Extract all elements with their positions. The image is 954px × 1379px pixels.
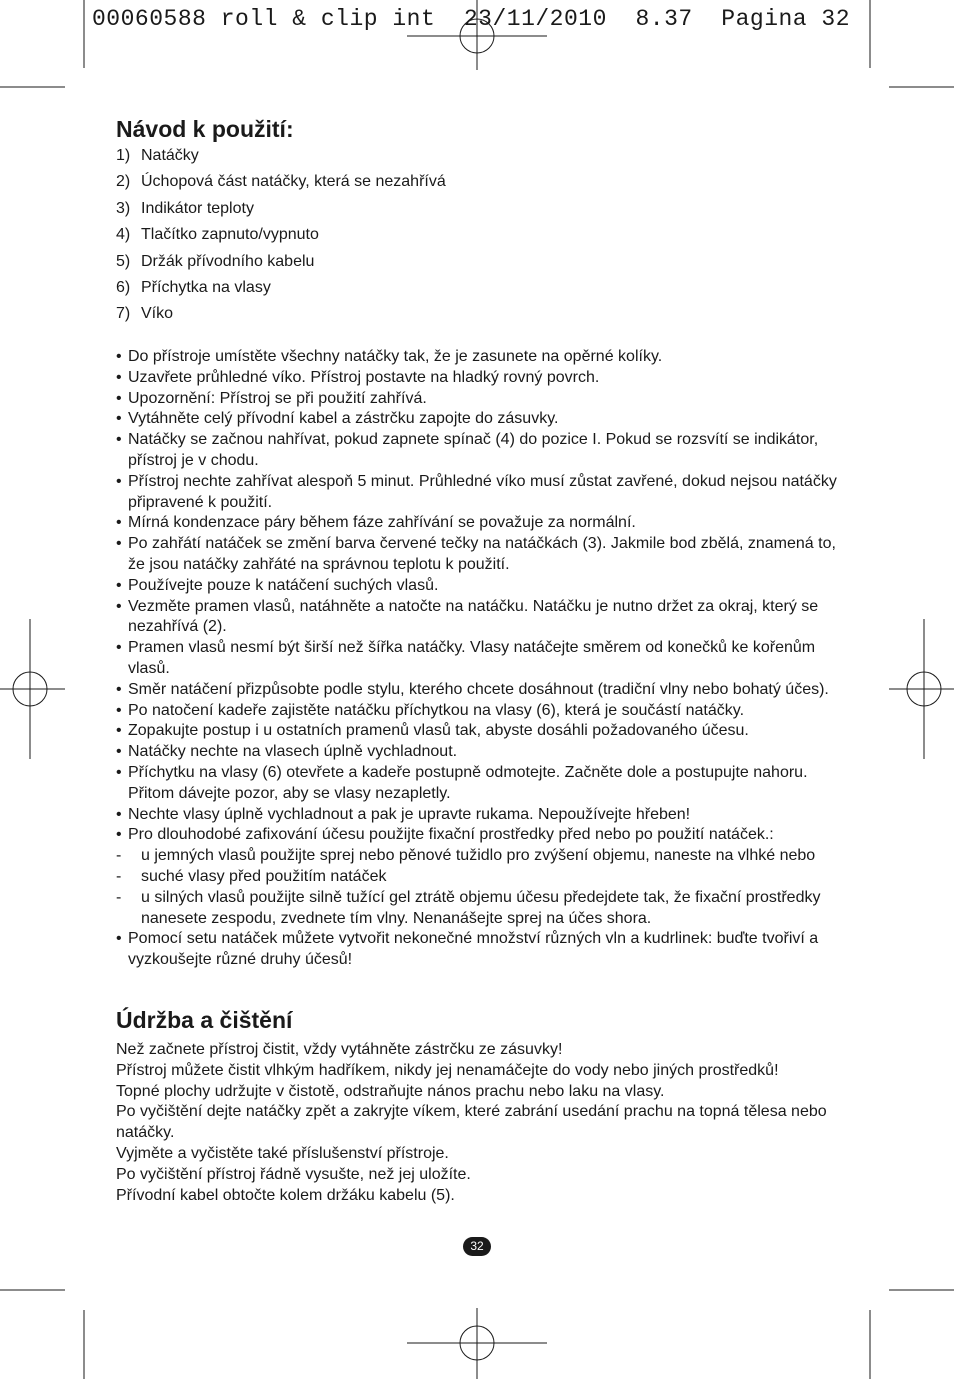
list-item (116, 825, 842, 846)
bullet-marker: • (116, 722, 122, 740)
maintenance-paragraph: Přístroj můžete čistit vlhkým hadříkem, nikdy jej nenamáčejte do vody nebo jiných prostředků! (116, 1061, 779, 1079)
part-label: Víko (141, 305, 174, 323)
dash-marker: - (116, 888, 122, 906)
part-item (116, 171, 446, 197)
list-item (116, 430, 842, 472)
list-item-text: suché vlasy před použitím natáček (141, 867, 387, 885)
bullet-marker: • (116, 597, 122, 615)
part-label: Indikátor teploty (141, 199, 254, 217)
part-item (116, 198, 446, 224)
maintenance-paragraph: Po vyčištění dejte natáčky zpět a zakryjte víkem, které zabrání usedání prachu na topná tělesa nebo natáčky. (116, 1103, 827, 1142)
list-item (116, 534, 842, 576)
maintenance-paragraph: Než začnete přístroj čistit, vždy vytáhněte zástrčku ze zásuvky! (116, 1041, 563, 1058)
maintenance-paragraph: Přívodní kabel obtočte kolem držáku kabelu (5). (116, 1186, 455, 1204)
list-item-text: Zopakujte postup i u ostatních pramenů vlasů tak, abyste dosáhli požadovaného účesu. (128, 722, 749, 740)
part-item (116, 145, 446, 171)
maintenance-paragraph: Vyjměte a vyčistěte také příslušenství přístroje. (116, 1144, 449, 1162)
part-item (116, 224, 446, 250)
list-item-text: Natáčky se začnou nahřívat, pokud zapnete spínač (4) do pozice I. Pokud se rozsvítí se indikátor, přístroj je v chodu. (128, 431, 819, 469)
list-item-text: Nechte vlasy úplně vychladnout a pak je upravte rukama. Nepoužívejte hřeben! (128, 805, 691, 823)
bullet-marker: • (116, 763, 122, 781)
list-item-text: Používejte pouze k natáčení suchých vlasů. (128, 576, 439, 594)
dash-marker: - (116, 867, 122, 885)
part-number: 1) (116, 147, 131, 164)
bullet-marker: • (116, 743, 122, 761)
part-number: 3) (116, 199, 131, 217)
list-item (116, 368, 842, 389)
bullet-marker: • (116, 472, 122, 490)
parts-list (116, 145, 446, 330)
maintenance-title: Údržba a čištění (116, 1007, 293, 1033)
list-item (116, 409, 842, 430)
bullet-marker: • (116, 639, 122, 657)
instructions-title: Návod k použití: (116, 116, 294, 142)
list-item (116, 513, 842, 534)
part-label: Natáčky (141, 147, 199, 164)
list-item (116, 472, 842, 514)
list-item-text: Po zahřátí natáček se změní barva červené tečky na natáčkách (3). Jakmile bod zbělá, znamená to, že jsou natáčky zahřáté na správnou teplotu k použití. (128, 535, 836, 573)
list-item (116, 742, 842, 763)
part-label: Držák přívodního kabelu (141, 252, 315, 270)
dash-marker: - (116, 847, 122, 865)
part-number: 5) (116, 252, 131, 270)
list-item (116, 888, 842, 930)
part-item (116, 251, 446, 277)
print-slug-header: 00060588 roll & clip int 23/11/2010 8.37 Pagina 32 (92, 6, 851, 32)
part-number: 6) (116, 278, 131, 296)
list-item (116, 763, 842, 805)
list-item-text: Pro dlouhodobé zafixování účesu použijte fixační prostředky před nebo po použití natáček.: (128, 826, 774, 844)
bullet-marker: • (116, 410, 122, 428)
list-item-text: Přístroj nechte zahřívat alespoň 5 minut. Průhledné víko musí zůstat zavřené, dokud nejsou natáčky připravené k použití. (128, 472, 837, 511)
maintenance-text (116, 1040, 842, 1206)
part-number: 4) (116, 226, 131, 244)
list-item (116, 721, 842, 742)
part-label: Příchytka na vlasy (141, 278, 271, 296)
list-item-text: Upozornění: Přístroj se při použití zahřívá. (128, 389, 427, 407)
list-item (116, 638, 842, 680)
part-label: Úchopová část natáčky, která se nezahřívá (141, 173, 446, 191)
part-label: Tlačítko zapnuto/vypnuto (141, 226, 319, 244)
bullet-marker: • (116, 805, 122, 823)
list-item (116, 805, 842, 826)
list-item (116, 597, 842, 639)
bullet-marker: • (116, 368, 122, 386)
page-number-badge: 32 (463, 1237, 491, 1256)
list-item-text: Uzavřete průhledné víko. Přístroj postavte na hladký rovný povrch. (128, 368, 600, 386)
list-item-text: Pramen vlasů nesmí být širší než šířka natáčky. Vlasy natáčejte směrem od konečků ke kořenům vlasů. (128, 639, 816, 677)
list-item (116, 680, 842, 701)
bullet-marker: • (116, 701, 122, 719)
list-item (116, 576, 842, 597)
list-item (116, 701, 842, 722)
list-item (116, 929, 842, 971)
bullet-marker: • (116, 431, 122, 449)
part-item (116, 277, 446, 303)
part-number: 2) (116, 173, 131, 191)
part-item (116, 303, 446, 329)
list-item (116, 389, 842, 410)
list-item-text: Vezměte pramen vlasů, natáhněte a natočte na natáčku. Natáčku je nutno držet za okraj, který se nezahřívá (2). (128, 597, 819, 636)
list-item-text: Mírná kondenzace páry během fáze zahřívání se považuje za normální. (128, 514, 636, 532)
maintenance-paragraph: Po vyčištění přístroj řádně vysušte, než jej uložíte. (116, 1165, 471, 1183)
list-item-text: u silných vlasů použijte silně tužící gel ztrátě objemu účesu předejdete tak, že fixační prostředky nanesete zespodu, zvednete tím vlny. Nenanášejte sprej na účes shora. (141, 888, 821, 927)
bullet-marker: • (116, 389, 122, 407)
list-item (116, 347, 842, 368)
bullet-marker: • (116, 576, 122, 594)
list-item-text: Pomocí setu natáček můžete vytvořit nekonečné množství různých vln a kudrlinek: buďte tvořiví a vyzkoušejte různé druhy účesů! (128, 930, 819, 969)
bullet-marker: • (116, 826, 122, 844)
list-item-text: Směr natáčení přizpůsobte podle stylu, kterého chcete dosáhnout (tradiční vlny nebo bohatý účes). (128, 680, 829, 698)
maintenance-paragraph: Topné plochy udržujte v čistotě, odstraňujte nános prachu nebo laku na vlasy. (116, 1082, 665, 1100)
list-item (116, 867, 842, 888)
bullet-marker: • (116, 514, 122, 532)
bullet-marker: • (116, 680, 122, 698)
list-item-text: Do přístroje umístěte všechny natáčky tak, že je zasunete na opěrné kolíky. (128, 348, 663, 365)
list-item-text: Příchytku na vlasy (6) otevřete a kadeře postupně odmotejte. Začněte dole a postupujte nahoru. Přitom dávejte pozor, aby se vlasy nezapletly. (128, 763, 808, 802)
list-item-text: Po natočení kadeře zajistěte natáčku příchytkou na vlasy (6), která je součástí natáčky. (128, 701, 745, 719)
list-item-text: Vytáhněte celý přívodní kabel a zástrčku zapojte do zásuvky. (128, 410, 559, 428)
bullet-marker: • (116, 930, 122, 948)
list-item (116, 846, 842, 867)
list-item-text: u jemných vlasů použijte sprej nebo pěnové tužidlo pro zvýšení objemu, naneste na vlhké nebo (141, 847, 816, 865)
instructions-list (116, 347, 842, 971)
part-number: 7) (116, 305, 131, 323)
bullet-marker: • (116, 535, 122, 553)
list-item-text: Natáčky nechte na vlasech úplně vychladnout. (128, 743, 458, 761)
bullet-marker: • (116, 348, 122, 365)
